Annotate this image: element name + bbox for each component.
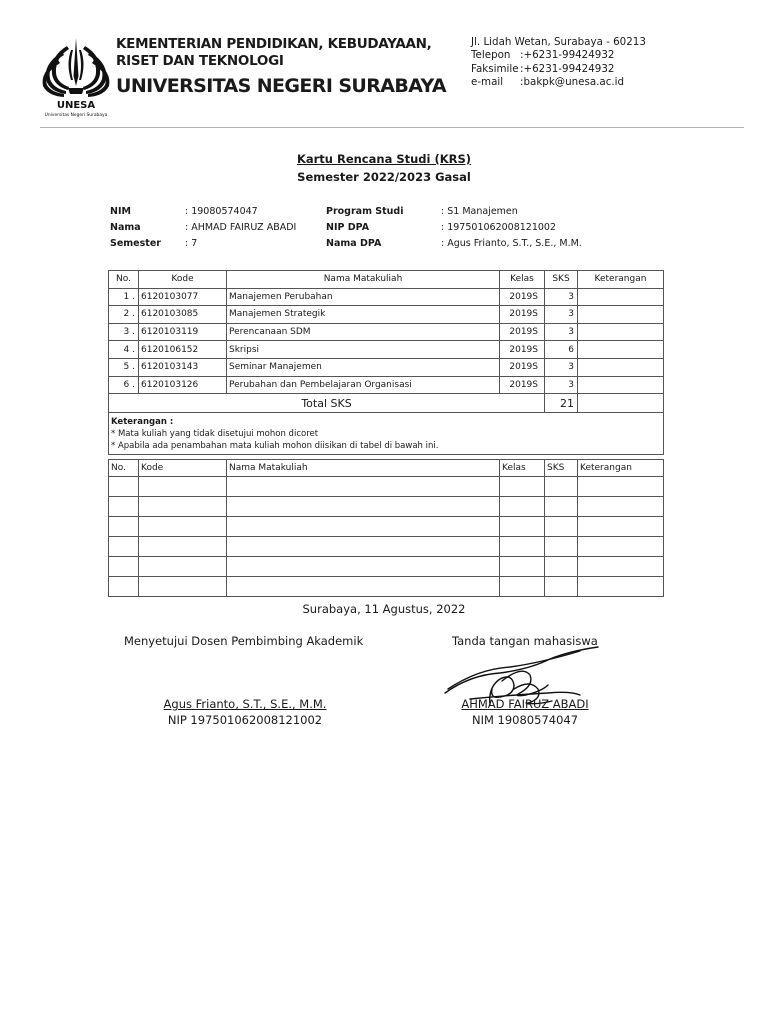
- course-class: 2019S: [500, 376, 545, 394]
- nip-dpa-value: : 197501062008121002: [441, 222, 557, 233]
- col-nama: Nama Matakuliah: [227, 460, 500, 477]
- course-code: 6120103077: [139, 288, 227, 306]
- additional-table-header: [109, 460, 664, 477]
- unesa-logo: [40, 36, 112, 118]
- col-no: No.: [109, 271, 139, 289]
- course-no: 1 .: [109, 288, 139, 306]
- course-name: Manajemen Perubahan: [227, 288, 500, 306]
- advisor-nip: NIP 197501062008121002: [167, 713, 323, 727]
- document-title: Kartu Rencana Studi (KRS): [296, 152, 472, 166]
- col-keterangan: Keterangan: [578, 460, 664, 477]
- phone-row: [471, 49, 646, 62]
- contact-block: [471, 36, 646, 89]
- blank-row: [109, 577, 664, 597]
- phone-value: :+6231-99424932: [520, 49, 615, 62]
- course-note: [578, 306, 664, 324]
- table-row: [109, 288, 664, 306]
- col-kode: Kode: [139, 460, 227, 477]
- course-sks: 3: [545, 358, 578, 376]
- email-value: :bakpk@unesa.ac.id: [520, 75, 625, 88]
- course-class: 2019S: [500, 306, 545, 324]
- student-signature-label: Tanda tangan mahasiswa: [452, 634, 598, 648]
- nim-label: NIM: [110, 206, 131, 217]
- total-sks-label: Total SKS: [109, 394, 545, 413]
- student-name: AHMAD FAIRUZ ABADI: [461, 697, 589, 711]
- course-sks: 3: [545, 376, 578, 394]
- course-code: 6120103085: [139, 306, 227, 324]
- course-note: [578, 358, 664, 376]
- notes-line-2: * Apabila ada penambahan mata kuliah mohon diisikan di tabel di bawah ini.: [111, 441, 439, 452]
- course-sks: 3: [545, 306, 578, 324]
- prodi-label: Program Studi: [326, 206, 404, 217]
- nama-label: Nama: [110, 222, 141, 233]
- course-sks: 3: [545, 323, 578, 341]
- col-kelas: Kelas: [500, 460, 545, 477]
- student-nim: NIM 19080574047: [471, 713, 579, 727]
- nama-value: : AHMAD FAIRUZ ABADI: [185, 222, 297, 233]
- course-no: 3 .: [109, 323, 139, 341]
- course-class: 2019S: [500, 288, 545, 306]
- course-class: 2019S: [500, 341, 545, 359]
- ministry-name-line1: KEMENTERIAN PENDIDIKAN, KEBUDAYAAN,: [116, 36, 432, 52]
- table-row: [109, 306, 664, 324]
- email-row: [471, 76, 646, 89]
- blank-row: [109, 537, 664, 557]
- table-row: [109, 323, 664, 341]
- col-sks: SKS: [545, 271, 578, 289]
- col-kode: Kode: [139, 271, 227, 289]
- course-code: 6120103143: [139, 358, 227, 376]
- logo-subtext: Universitas Negeri Surabaya: [44, 113, 108, 118]
- course-no: 2 .: [109, 306, 139, 324]
- course-class: 2019S: [500, 323, 545, 341]
- ministry-name-line2: RISET DAN TEKNOLOGI: [116, 53, 284, 69]
- place-date: Surabaya, 11 Agustus, 2022: [302, 602, 466, 616]
- semester-label: Semester: [110, 238, 161, 249]
- course-note: [578, 323, 664, 341]
- fax-label: Faksimile: [471, 62, 519, 75]
- course-code: 6120103119: [139, 323, 227, 341]
- header-divider: [40, 127, 744, 128]
- nama-dpa-label: Nama DPA: [326, 238, 382, 249]
- course-code: 6120103126: [139, 376, 227, 394]
- semester-title: Semester 2022/2023 Gasal: [297, 170, 471, 184]
- nip-dpa-label: NIP DPA: [326, 222, 370, 233]
- col-nama: Nama Matakuliah: [227, 271, 500, 289]
- course-note: [578, 341, 664, 359]
- additional-course-table: [108, 459, 664, 597]
- course-no: 5 .: [109, 358, 139, 376]
- blank-row: [109, 557, 664, 577]
- course-note: [578, 288, 664, 306]
- col-keterangan: Keterangan: [578, 271, 664, 289]
- course-name: Skripsi: [227, 341, 500, 359]
- col-sks: SKS: [545, 460, 578, 477]
- notes-title: Keterangan :: [111, 417, 174, 428]
- total-row: [109, 394, 664, 413]
- total-sks-value: 21: [545, 394, 578, 413]
- phone-label: Telepon: [471, 49, 511, 62]
- course-code: 6120106152: [139, 341, 227, 359]
- course-class: 2019S: [500, 358, 545, 376]
- advisor-approval-label: Menyetujui Dosen Pembimbing Akademik: [124, 634, 364, 648]
- course-sks: 3: [545, 288, 578, 306]
- address: Jl. Lidah Wetan, Surabaya - 60213: [471, 36, 646, 48]
- course-table: [108, 270, 664, 455]
- nim-value: : 19080574047: [185, 206, 258, 217]
- col-no: No.: [109, 460, 139, 477]
- course-no: 6 .: [109, 376, 139, 394]
- course-sks: 6: [545, 341, 578, 359]
- fax-row: [471, 63, 646, 76]
- fax-value: :+6231-99424932: [520, 62, 615, 75]
- semester-value: : 7: [185, 238, 198, 249]
- total-note: [578, 394, 664, 413]
- blank-row: [109, 477, 664, 497]
- university-name: UNIVERSITAS NEGERI SURABAYA: [116, 75, 446, 97]
- course-name: Perubahan dan Pembelajaran Organisasi: [227, 376, 500, 394]
- logo-text: UNESA: [56, 100, 96, 111]
- course-name: Perencanaan SDM: [227, 323, 500, 341]
- course-name: Manajemen Strategik: [227, 306, 500, 324]
- blank-row: [109, 497, 664, 517]
- blank-row: [109, 517, 664, 537]
- email-label: e-mail: [471, 75, 504, 88]
- notes-line-1: * Mata kuliah yang tidak disetujui mohon dicoret: [111, 429, 319, 440]
- course-table-header: [109, 271, 664, 289]
- col-kelas: Kelas: [500, 271, 545, 289]
- advisor-name: Agus Frianto, S.T., S.E., M.M.: [163, 697, 327, 711]
- table-row: [109, 341, 664, 359]
- course-no: 4 .: [109, 341, 139, 359]
- course-name: Seminar Manajemen: [227, 358, 500, 376]
- notes-cell: [109, 413, 664, 455]
- nama-dpa-value: : Agus Frianto, S.T., S.E., M.M.: [441, 238, 582, 249]
- notes-row: [109, 413, 664, 455]
- course-note: [578, 376, 664, 394]
- prodi-value: : S1 Manajemen: [441, 206, 518, 217]
- table-row: [109, 376, 664, 394]
- table-row: [109, 358, 664, 376]
